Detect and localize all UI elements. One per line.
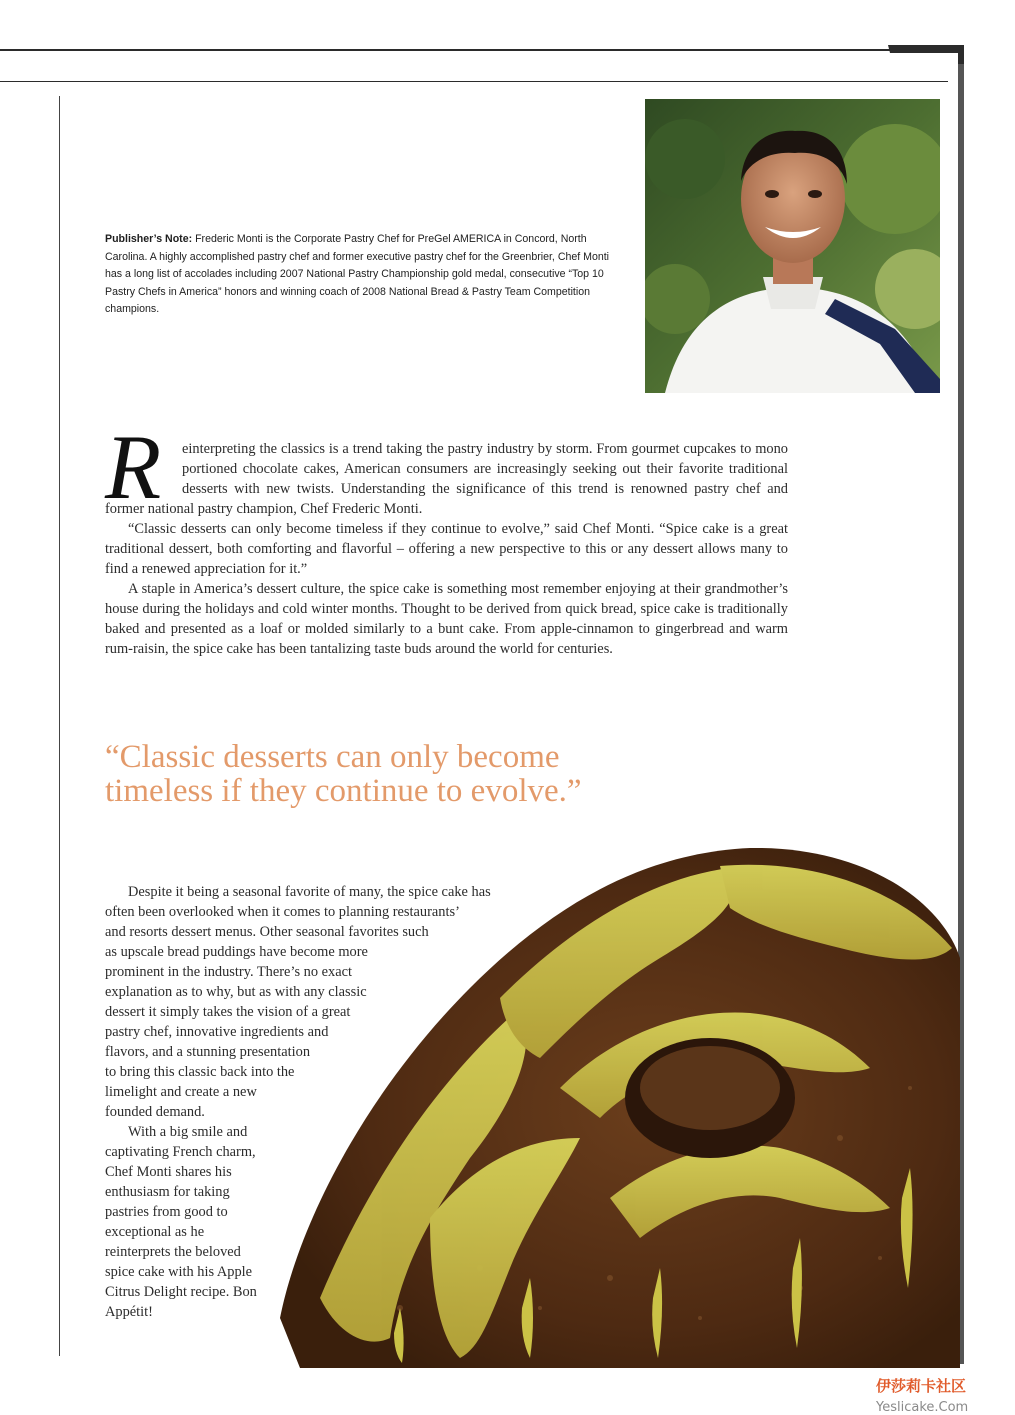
lower-text-line: pastries from good to: [105, 1204, 228, 1220]
article-paragraph-1: einterpreting the classics is a trend taking the pastry industry by storm. From gourmet cupcakes to mono portioned chocolate cakes, American consumers are increasingly seeking out their favorite traditional desserts with new twists. Understanding the significance of this trend is renowned pastry chef and former national pastry champion, Chef Frederic Monti.: [105, 441, 788, 517]
article-lower-column: [105, 882, 540, 1322]
lower-text-line: With a big smile and: [128, 1124, 248, 1140]
article-intro: [105, 439, 788, 659]
lower-text-line: exceptional as he: [105, 1224, 205, 1240]
lower-text-line: Appétit!: [105, 1304, 153, 1320]
publisher-note-text: Frederic Monti is the Corporate Pastry Chef for PreGel AMERICA in Concord, North Carolina. A highly accomplished pastry chef and former executive pastry chef for the Greenbrier, Chef Monti has a long list of accolades including 2007 National Pastry Championship gold medal, consecutive “Top 10 Pastry Chefs in America” honors and winning coach of 2008 National Bread & Pastry Team Competition champions.: [105, 233, 610, 316]
lower-text-line: flavors, and a stunning presentation: [105, 1044, 311, 1060]
publisher-note: [105, 231, 618, 319]
watermark-url: Yeslicake.Com: [876, 1400, 969, 1415]
lower-text-line: to bring this classic back into the: [105, 1064, 295, 1080]
lower-text-line: and resorts dessert menus. Other seasonal favorites such: [105, 924, 429, 940]
lower-text-line: Citrus Delight recipe. Bon: [105, 1284, 257, 1300]
lower-text-line: Chef Monti shares his: [105, 1164, 232, 1180]
lower-text-line: spice cake with his Apple: [105, 1264, 253, 1280]
chef-photo: [645, 99, 940, 393]
pull-quote-line-2: timeless if they continue to evolve.”: [105, 773, 582, 809]
lower-text-line: founded demand.: [105, 1104, 205, 1120]
lower-text-line: as upscale bread puddings have become more: [105, 944, 368, 960]
lower-text-line: Despite it being a seasonal favorite of many, the spice cake has: [128, 884, 491, 900]
lower-text-line: explanation as to why, but as with any classic: [105, 984, 367, 1000]
lower-text-line: prominent in the industry. There’s no exact: [105, 964, 352, 980]
top-rule: [0, 49, 962, 51]
lower-text-line: dessert it simply takes the vision of a great: [105, 1004, 351, 1020]
article-paragraph-3: A staple in America’s dessert culture, the spice cake is something most remember enjoying at their grandmother’s house during the holidays and cold winter months. Thought to be derived from quick bread, spice cake is traditionally baked and presented as a loaf or molded similarly to a bunt cake. From apple-cinnamon to gingerbread and warm rum-raisin, the spice cake has been tantalizing taste buds around the world for centuries.: [105, 581, 788, 657]
svg-text:R: R: [105, 420, 162, 510]
pull-quote-line-1: “Classic desserts can only become: [105, 739, 560, 775]
pull-quote: [105, 740, 705, 808]
header-rule: [0, 81, 948, 82]
lower-text-line: enthusiasm for taking: [105, 1184, 230, 1200]
lower-text-line: often been overlooked when it comes to planning restaurants’: [105, 904, 460, 920]
left-column-rule: [59, 96, 60, 1356]
lower-text-line: captivating French charm,: [105, 1144, 256, 1160]
publisher-note-lead: Publisher’s Note:: [105, 233, 193, 245]
lower-text-line: limelight and create a new: [105, 1084, 257, 1100]
article-paragraph-2: “Classic desserts can only become timeless if they continue to evolve,” said Chef Monti. “Spice cake is a great traditional dessert, both comforting and flavorful – offering a new perspective to this or any dessert allows many to find a renewed appreciation for it.”: [105, 521, 788, 577]
drop-cap-space: [105, 439, 182, 499]
watermark-chinese: 伊莎莉卡社区: [876, 1377, 967, 1395]
lower-text-line: pastry chef, innovative ingredients and: [105, 1024, 329, 1040]
lower-text-line: reinterprets the beloved: [105, 1244, 241, 1260]
